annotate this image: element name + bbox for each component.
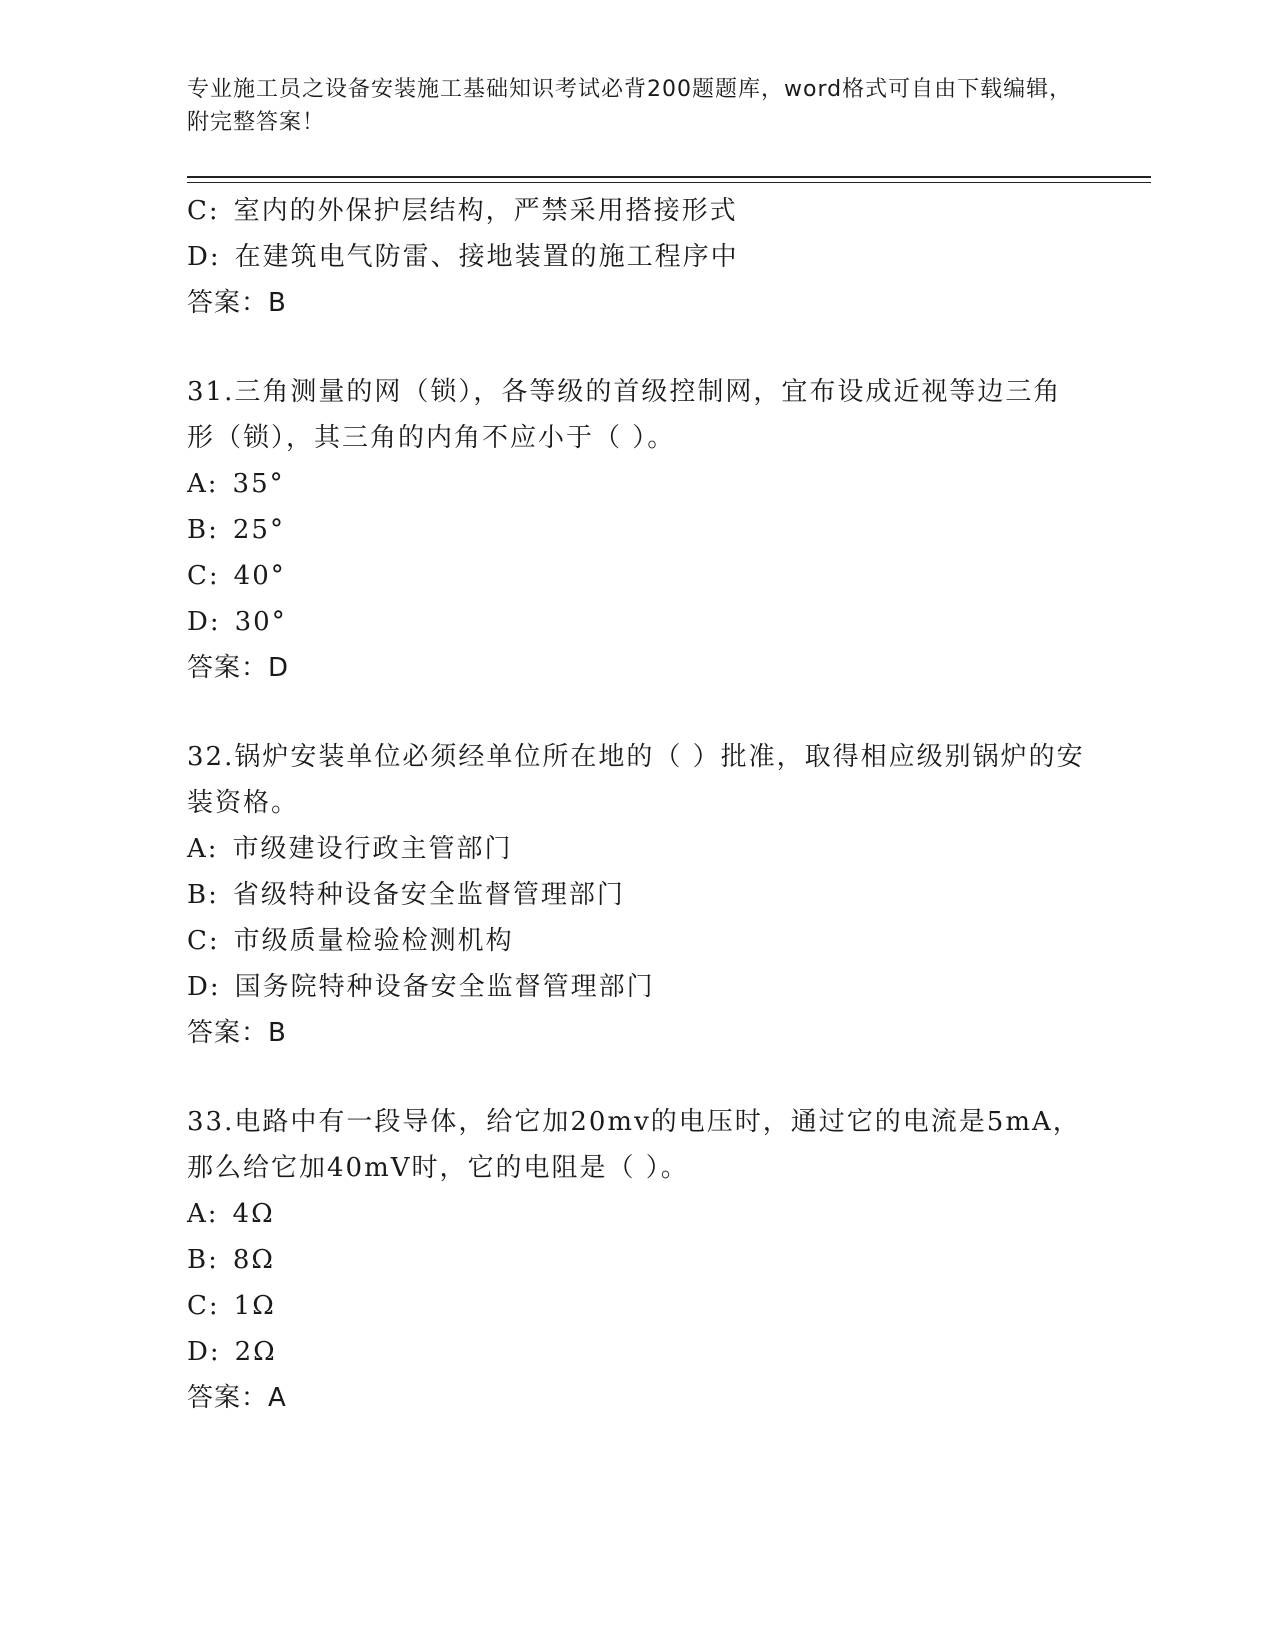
option-text: 40°	[233, 561, 286, 591]
option-text: 在建筑电气防雷、接地装置的施工程序中	[234, 242, 739, 272]
option-text: 国务院特种设备安全监督管理部门	[234, 972, 655, 1002]
option-label: C:	[187, 561, 220, 591]
option-label: A:	[187, 834, 219, 864]
option-text: 室内的外保护层结构，严禁采用搭接形式	[233, 196, 738, 226]
option-text: 4Ω	[232, 1199, 275, 1229]
option-label: B:	[187, 880, 219, 910]
option-d	[187, 1329, 1087, 1375]
option-c	[187, 188, 1087, 234]
option-text: 25°	[232, 515, 285, 545]
option-d	[187, 234, 1087, 280]
option-a	[187, 461, 1087, 507]
option-text: 30°	[234, 607, 287, 637]
question-stem: 31.三角测量的网（锁），各等级的首级控制网，宜布设成近视等边三角形（锁），其三角的内角不应小于（ ）。	[187, 377, 1062, 453]
answer-line: 答案：D	[187, 653, 290, 683]
option-text: 市级质量检验检测机构	[233, 926, 514, 956]
option-d	[187, 964, 1087, 1010]
option-label: D:	[187, 242, 221, 272]
option-label: C:	[187, 196, 220, 226]
option-b	[187, 1237, 1087, 1283]
option-label: A:	[187, 469, 219, 499]
header-rule-thin	[187, 182, 1151, 183]
option-b	[187, 507, 1087, 553]
answer-line: 答案：B	[187, 1018, 287, 1048]
option-label: D:	[187, 972, 221, 1002]
option-d	[187, 599, 1087, 645]
page-header-title: 专业施工员之设备安装施工基础知识考试必背200题题库，word格式可自由下载编辑，附完整答案！	[187, 77, 1073, 135]
option-text: 8Ω	[232, 1245, 275, 1275]
option-b	[187, 872, 1087, 918]
option-a	[187, 826, 1087, 872]
option-c	[187, 918, 1087, 964]
option-label: D:	[187, 1337, 221, 1367]
option-text: 2Ω	[234, 1337, 277, 1367]
option-text: 35°	[232, 469, 285, 499]
option-text: 市级建设行政主管部门	[232, 834, 513, 864]
answer-line: 答案：A	[187, 1383, 287, 1413]
header-rule-thick	[187, 176, 1151, 178]
option-c	[187, 1283, 1087, 1329]
question-stem: 33.电路中有一段导体，给它加20mv的电压时，通过它的电流是5mA，那么给它加40mV时，它的电阻是（ ）。	[187, 1107, 1081, 1183]
option-label: B:	[187, 1245, 219, 1275]
option-a	[187, 1191, 1087, 1237]
answer-line: 答案：B	[187, 288, 287, 318]
option-text: 1Ω	[233, 1291, 276, 1321]
option-label: B:	[187, 515, 219, 545]
option-label: A:	[187, 1199, 219, 1229]
question-stem: 32.锅炉安装单位必须经单位所在地的（ ）批准，取得相应级别锅炉的安装资格。	[187, 742, 1085, 818]
option-label: D:	[187, 607, 221, 637]
question-content	[187, 188, 1087, 1421]
option-c	[187, 553, 1087, 599]
option-text: 省级特种设备安全监督管理部门	[232, 880, 625, 910]
option-label: C:	[187, 1291, 220, 1321]
option-label: C:	[187, 926, 220, 956]
